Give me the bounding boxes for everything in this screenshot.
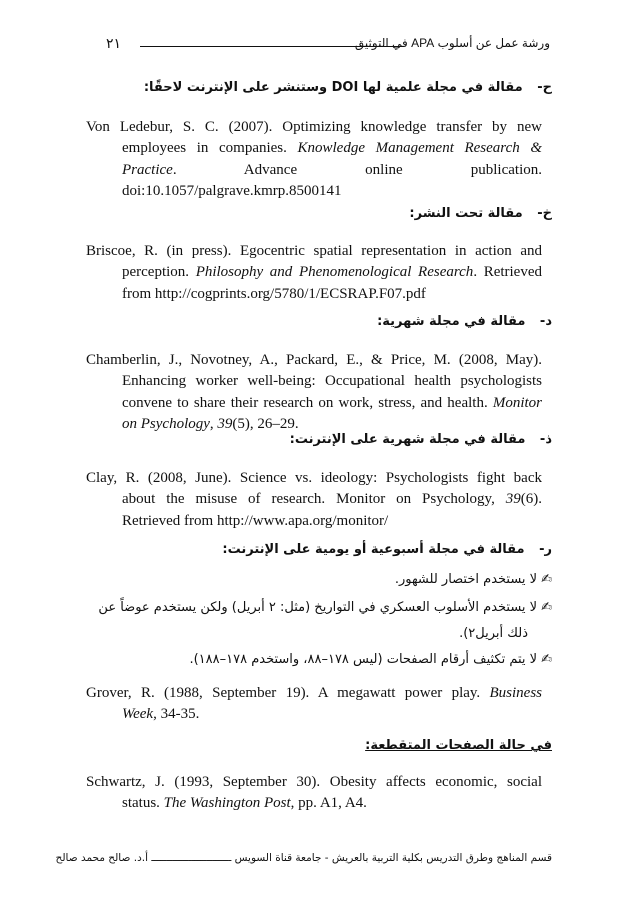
- section-label: د-: [539, 314, 552, 329]
- ref-line: Retrieved from http://www.apa.org/monitor/: [122, 512, 389, 529]
- ref-line: about the misuse of research. Monitor on Psychology, 39(6).: [122, 491, 542, 508]
- ref-line: Schwartz, J. (1993, September 30). Obesity affects economic, social: [86, 774, 542, 790]
- ref-line: from http://cogprints.org/5780/1/ECSRAP.F07.pdf: [122, 285, 426, 302]
- ref-line: on Psychology, 39(5), 26–29.: [122, 415, 299, 432]
- writing-hand-icon: ✍: [541, 652, 552, 667]
- section-label: ر-: [539, 542, 552, 557]
- section-title: مقالة تحت النشر:: [409, 206, 523, 221]
- ref-line: Clay, R. (2008, June). Science vs. ideology: Psychologists fight back: [86, 470, 542, 486]
- ref-line: perception. Philosophy and Phenomenological Research. Retrieved: [122, 264, 543, 281]
- ref-line: doi:10.1057/palgrave.kmrp.8500141: [122, 182, 342, 199]
- ref-line: Practice. Advance online publication.: [122, 161, 542, 178]
- note-item: ✍لا يستخدم اختصار للشهور.: [394, 572, 552, 587]
- reference-vonledebur: [86, 117, 542, 202]
- section-label: خ-: [537, 206, 552, 221]
- ref-line: Von Ledebur, S. C. (2007). Optimizing knowledge transfer by new: [86, 119, 542, 135]
- discontinuous-pages-heading: في حالة الصفحات المتقطعة:: [365, 738, 552, 753]
- section-title: مقالة في مجلة شهرية على الإنترنت:: [289, 432, 526, 447]
- section-label: ذ-: [539, 432, 552, 447]
- section-heading-in-press: [409, 206, 552, 221]
- note-item: ✍لا يتم تكثيف أرقام الصفحات (ليس ١٧٨–٨٨، واستخدم ١٧٨–١٨٨).: [189, 652, 552, 667]
- section-label: ح-: [537, 80, 552, 95]
- page-footer: قسم المناهج وطرق التدريس بكلية التربية بالعريش - جامعة قناة السويس ــــــــــــــــــــــــــ أ.د. صالح محمد صالح: [55, 852, 552, 864]
- writing-hand-icon: ✍: [541, 600, 552, 615]
- running-header: [88, 36, 550, 58]
- reference-schwartz: [86, 772, 542, 815]
- reference-chamberlin: [86, 350, 542, 435]
- ref-line: status. The Washington Post, pp. A1, A4.: [122, 795, 367, 812]
- note-item-continued: ذلك أبريل٢).: [459, 626, 528, 641]
- ref-line: Grover, R. (1988, September 19). A megawatt power play. Business: [86, 685, 542, 701]
- section-heading-weekly-daily: [222, 542, 552, 557]
- reference-clay: [86, 468, 542, 532]
- section-heading-doi: [144, 80, 552, 95]
- writing-hand-icon: ✍: [541, 572, 552, 587]
- section-title: مقالة في مجلة أسبوعية أو يومية على الإنترنت:: [222, 542, 525, 557]
- note-item: ✍لا يستخدم الأسلوب العسكري في التواريخ (مثل: ٢ أبريل) ولكن يستخدم عوضاً عن: [98, 600, 552, 615]
- ref-line: employees in companies. Knowledge Management Research &: [122, 140, 542, 157]
- running-title: ورشة عمل عن أسلوب APA في التوثيق: [354, 36, 550, 50]
- ref-line: Enhancing worker well-being: Occupational health psychologists: [122, 373, 542, 390]
- ref-line: convene to share their research on work, stress, and health. Monitor: [122, 394, 542, 411]
- reference-briscoe: [86, 241, 542, 305]
- ref-line: Chamberlin, J., Novotney, A., Packard, E., & Price, M. (2008, May).: [86, 352, 542, 368]
- reference-grover: [86, 683, 542, 726]
- ref-line: Week, 34-35.: [122, 706, 200, 723]
- section-heading-monthly: [377, 314, 552, 329]
- section-heading-monthly-online: [290, 432, 552, 447]
- ref-line: Briscoe, R. (in press). Egocentric spatial representation in action and: [86, 243, 542, 259]
- page-number: ٢١: [106, 36, 122, 52]
- section-title: مقالة في مجلة علمية لها DOI وستنشر على الإنترنت لاحقًا:: [143, 80, 523, 95]
- section-title: مقالة في مجلة شهرية:: [377, 314, 526, 329]
